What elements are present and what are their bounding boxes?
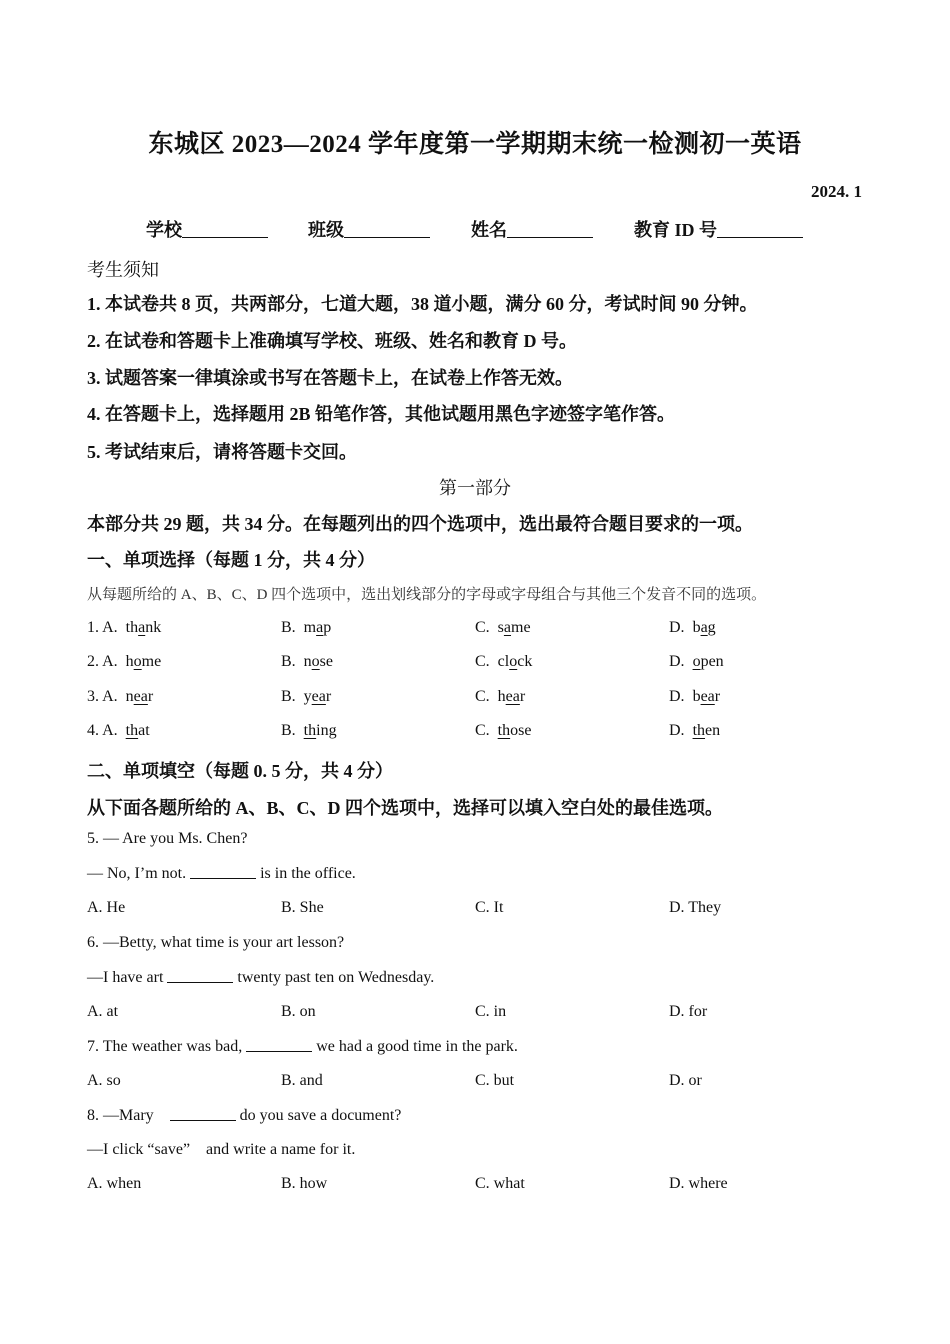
- underlined-letters: o: [692, 653, 701, 670]
- q7-option-d[interactable]: D. or: [669, 1072, 702, 1089]
- q7-option-a[interactable]: A. so: [87, 1072, 121, 1089]
- question-6-prompt: 6. —Betty, what time is your art lesson?: [87, 934, 345, 951]
- q6-option-d[interactable]: D. for: [669, 1003, 708, 1020]
- q5-option-d[interactable]: D. They: [669, 899, 722, 916]
- part1-intro: 本部分共 29 题，共 34 分。在每题列出的四个选项中，选出最符合题目要求的一项。: [87, 514, 753, 534]
- q4-option-b[interactable]: B. thing: [281, 722, 337, 739]
- underlined-letters: o: [311, 653, 320, 670]
- notice-item-3: 3. 试题答案一律填涂或书写在答题卡上，在试卷上作答无效。: [87, 368, 573, 388]
- option-label: 2. A.: [87, 653, 126, 670]
- answer-blank: [246, 1037, 312, 1052]
- option-label: 1. A.: [87, 619, 126, 636]
- option-label: D.: [669, 722, 693, 739]
- option-label: 4. A.: [87, 722, 126, 739]
- exam-date: 2024. 1: [811, 182, 862, 201]
- q1-option-c[interactable]: C. same: [475, 619, 531, 636]
- notice-item-4: 4. 在答题卡上，选择题用 2B 铅笔作答，其他试题用黑色字迹签字笔作答。: [87, 404, 676, 424]
- q5-option-a[interactable]: A. He: [87, 899, 126, 916]
- q7-option-c[interactable]: C. but: [475, 1072, 515, 1089]
- q5-option-c[interactable]: C. It: [475, 899, 504, 916]
- option-label: D.: [669, 688, 693, 705]
- section2-title: 二、单项填空（每题 0. 5 分，共 4 分）: [87, 761, 393, 781]
- class-field[interactable]: 班级: [308, 216, 430, 242]
- part1-heading: 第一部分: [439, 478, 511, 498]
- q4-option-d[interactable]: D. then: [669, 722, 721, 739]
- exam-title: 东城区 2023—2024 学年度第一学期期末统一检测初一英语: [148, 131, 802, 158]
- q5-option-b[interactable]: B. She: [281, 899, 324, 916]
- underlined-letters: ea: [700, 688, 715, 705]
- underlined-letters: a: [700, 619, 708, 636]
- underlined-letters: a: [503, 619, 512, 636]
- underlined-letters: th: [692, 722, 706, 739]
- q3-option-d[interactable]: D. bear: [669, 688, 721, 705]
- q2-option-d[interactable]: D. open: [669, 653, 724, 670]
- underlined-letters: a: [316, 619, 324, 636]
- underlined-letters: th: [303, 722, 317, 739]
- question-6-answer-line: —I have art twenty past ten on Wednesday.: [87, 969, 435, 986]
- notice-item-5: 5. 考试结束后，请将答题卡交回。: [87, 442, 357, 462]
- underlined-letters: o: [133, 653, 142, 670]
- education-id-field[interactable]: 教育 ID 号: [634, 216, 803, 242]
- option-label: 3. A.: [87, 688, 126, 705]
- name-field[interactable]: 姓名: [471, 216, 593, 242]
- section1-instructions: 从每题所给的 A、B、C、D 四个选项中，选出划线部分的字母或字母组合与其他三个发音不同的选项。: [87, 587, 767, 603]
- underlined-letters: ea: [133, 688, 148, 705]
- q7-option-b[interactable]: B. and: [281, 1072, 323, 1089]
- option-label: C.: [475, 688, 498, 705]
- q1-option-a[interactable]: 1. A. thank: [87, 619, 162, 636]
- q8-option-b[interactable]: B. how: [281, 1175, 328, 1192]
- question-7-prompt: 7. The weather was bad, we had a good time in the park.: [87, 1038, 518, 1055]
- q4-option-c[interactable]: C. those: [475, 722, 532, 739]
- q2-option-c[interactable]: C. clock: [475, 653, 533, 670]
- q6-option-b[interactable]: B. on: [281, 1003, 316, 1020]
- option-label: B.: [281, 722, 304, 739]
- answer-blank: [190, 864, 256, 879]
- notice-item-1: 1. 本试卷共 8 页，共两部分，七道大题，38 道小题，满分 60 分，考试时间 90 分钟。: [87, 294, 758, 314]
- underlined-letters: a: [138, 619, 146, 636]
- question-5-answer-line: — No, I’m not. is in the office.: [87, 865, 356, 882]
- question-5-prompt: 5. — Are you Ms. Chen?: [87, 830, 248, 847]
- question-8-prompt: 8. —Mary do you save a document?: [87, 1107, 402, 1124]
- q1-option-b[interactable]: B. map: [281, 619, 332, 636]
- q4-option-a[interactable]: 4. A. that: [87, 722, 150, 739]
- q2-option-a[interactable]: 2. A. home: [87, 653, 162, 670]
- answer-blank: [170, 1106, 236, 1121]
- q3-option-a[interactable]: 3. A. near: [87, 688, 154, 705]
- notice-item-2: 2. 在试卷和答题卡上准确填写学校、班级、姓名和教育 D 号。: [87, 331, 577, 351]
- option-label: D.: [669, 619, 693, 636]
- q6-option-c[interactable]: C. in: [475, 1003, 507, 1020]
- option-label: B.: [281, 688, 304, 705]
- underlined-letters: o: [509, 653, 518, 670]
- option-label: B.: [281, 619, 304, 636]
- school-field[interactable]: 学校: [146, 216, 268, 242]
- option-label: C.: [475, 722, 498, 739]
- q8-option-d[interactable]: D. where: [669, 1175, 728, 1192]
- q2-option-b[interactable]: B. nose: [281, 653, 333, 670]
- q6-option-a[interactable]: A. at: [87, 1003, 119, 1020]
- option-label: C.: [475, 653, 498, 670]
- section1-title: 一、单项选择（每题 1 分，共 4 分）: [87, 550, 375, 570]
- q1-option-d[interactable]: D. bag: [669, 619, 716, 636]
- question-8-answer-line: —I click “save” and write a name for it.: [87, 1141, 356, 1158]
- underlined-letters: ea: [311, 688, 326, 705]
- underlined-letters: th: [497, 722, 511, 739]
- option-label: C.: [475, 619, 498, 636]
- answer-blank: [167, 968, 233, 983]
- q8-option-c[interactable]: C. what: [475, 1175, 525, 1192]
- q3-option-b[interactable]: B. year: [281, 688, 332, 705]
- section2-instructions: 从下面各题所给的 A、B、C、D 四个选项中，选择可以填入空白处的最佳选项。: [87, 798, 723, 818]
- q8-option-a[interactable]: A. when: [87, 1175, 142, 1192]
- q3-option-c[interactable]: C. hear: [475, 688, 526, 705]
- underlined-letters: th: [125, 722, 139, 739]
- underlined-letters: ea: [505, 688, 520, 705]
- option-label: D.: [669, 653, 693, 670]
- option-label: B.: [281, 653, 304, 670]
- notice-heading: 考生须知: [87, 260, 159, 280]
